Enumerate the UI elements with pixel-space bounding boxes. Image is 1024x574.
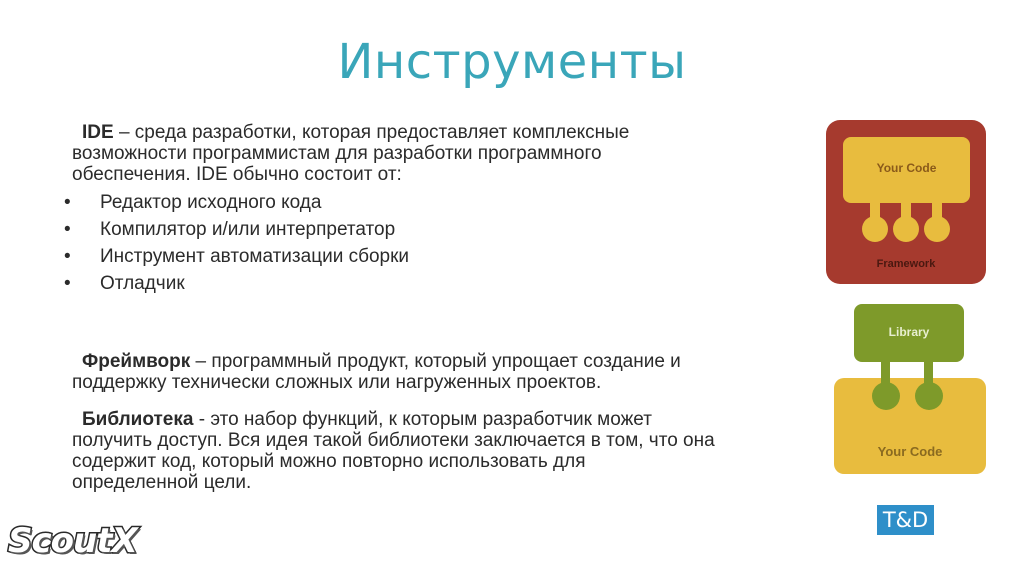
plug-icon <box>915 382 943 410</box>
your-code-block: Your Code <box>843 137 970 203</box>
library-paragraph: Библиотека - это набор функций, к которым разработчик может получить доступ. Вся идея такой библиотеки заключается в том, что она содержит код, который можно повторно использовать для определенной цели. <box>72 409 715 493</box>
list-item: • Компилятор и/или интерпретатор <box>64 216 804 243</box>
scoutx-logo: ScoutX <box>8 521 137 561</box>
ide-text-line3: обеспечения. IDE обычно состоит от: <box>72 164 402 185</box>
td-badge: T&D <box>877 505 934 535</box>
slide-body <box>64 122 804 493</box>
list-item: • Инструмент автоматизации сборки <box>64 243 804 270</box>
bullet-icon: • <box>64 192 71 213</box>
ide-term: IDE <box>82 122 114 143</box>
library-block: Library <box>854 304 964 362</box>
framework-diagram <box>826 120 986 284</box>
library-your-code-block: Your Code <box>834 378 986 474</box>
plug-icon <box>924 216 950 242</box>
plug-icon <box>872 382 900 410</box>
framework-term: Фреймворк <box>82 351 191 372</box>
ide-paragraph <box>72 122 804 185</box>
ide-components-list <box>64 189 804 297</box>
plug-icon <box>862 216 888 242</box>
library-term: Библиотека <box>82 409 194 430</box>
bullet-icon: • <box>64 273 71 294</box>
bullet-icon: • <box>64 219 71 240</box>
ide-text-line1: – среда разработки, которая предоставляет комплексные <box>113 122 630 143</box>
slide-title: Инструменты <box>337 34 687 90</box>
bullet-icon: • <box>64 246 71 267</box>
list-item: • Редактор исходного кода <box>64 189 804 216</box>
framework-label: Framework <box>876 258 936 270</box>
ide-text-line2: возможности программистам для разработки программного <box>72 143 602 164</box>
plug-icon <box>893 216 919 242</box>
framework-paragraph: Фреймворк – программный продукт, который упрощает создание и поддержку технически сложных или нагруженных проектов. <box>72 351 681 393</box>
list-item: • Отладчик <box>64 270 804 297</box>
